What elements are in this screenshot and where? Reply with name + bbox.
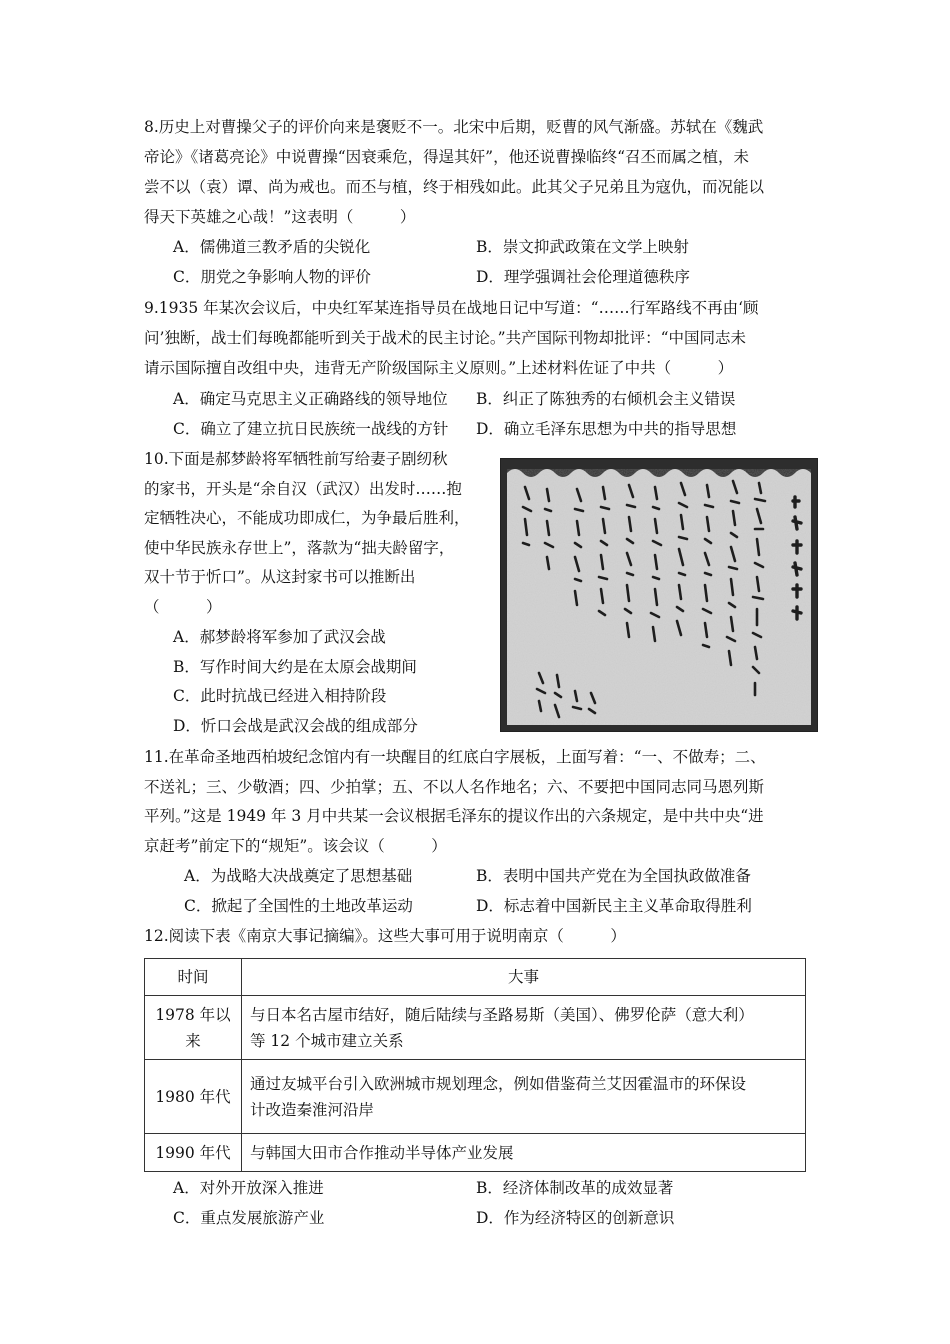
q8-option-d: D．理学强调社会伦理道德秩序 (476, 268, 690, 286)
q8-option-a: A．儒佛道三教矛盾的尖锐化 (173, 238, 371, 256)
q8-line-4: 得天下英雄之心哉！”这表明（ ） (144, 208, 416, 226)
event-line: 等 12 个城市建立关系 (250, 1031, 404, 1050)
table-row (145, 1060, 806, 1134)
table-cell-event (242, 996, 806, 1060)
q11-option-d: D．标志着中国新民主主义革命取得胜利 (476, 897, 752, 915)
q10-option-a: A．郝梦龄将军参加了武汉会战 (173, 628, 386, 646)
q10-line-3: 定牺牲决心，不能成功即成仁，为争最后胜利， (144, 509, 470, 527)
table-cell-event (242, 1060, 806, 1134)
q10-option-b: B．写作时间大约是在太原会战期间 (173, 658, 417, 676)
q9-option-c: C．确立了建立抗日民族统一战线的方针 (173, 420, 449, 438)
q8-line-2: 帝论》《诸葛亮论》中说曹操“因衰乘危，得逞其奸”，他还说曹操临终“召丕而属之植，未 (144, 148, 750, 166)
q9-line-1: 9.1935 年某次会议后，中央红军某连指导员在战地日记中写道：“……行军路线不再由‘顾 (144, 299, 759, 317)
letter-photo-image (501, 459, 817, 731)
table-header-time: 时间 (145, 959, 242, 996)
table-cell-time: 1990 年代 (145, 1134, 242, 1172)
q9-option-b: B．纠正了陈独秀的右倾机会主义错误 (476, 390, 736, 408)
q8-option-c: C．朋党之争影响人物的评价 (173, 268, 371, 286)
q11-line-4: 京赶考”前定下的“规矩”。该会议（ ） (144, 837, 447, 855)
q11-line-3: 平列。”这是 1949 年 3 月中共某一会议根据毛泽东的提议作出的六条规定，是中共中央“进 (144, 807, 764, 825)
table-cell-time: 1980 年代 (145, 1060, 242, 1134)
q9-option-d: D．确立毛泽东思想为中共的指导思想 (476, 420, 737, 438)
q8-line-1: 8.历史上对曹操父子的评价向来是褒贬不一。北宋中后期，贬曹的风气渐盛。苏轼在《魏武 (144, 118, 764, 136)
q10-line-5: 双十节于忻口”。从这封家书可以推断出 (144, 568, 416, 586)
table-row (145, 1134, 806, 1172)
q10-line-6: （ ） (144, 598, 222, 616)
q12-stem: 12.阅读下表《南京大事记摘编》。这些大事可用于说明南京（ ） (144, 927, 626, 945)
q9-option-a: A．确定马克思主义正确路线的领导地位 (173, 390, 448, 408)
q11-line-1: 11.在革命圣地西柏坡纪念馆内有一块醒目的红底白字展板，上面写着：“一、不做寿；二、 (144, 748, 766, 766)
q12-option-a: A．对外开放深入推进 (173, 1179, 324, 1197)
q11-option-b: B．表明中国共产党在为全国执政做准备 (476, 867, 751, 885)
q11-option-c: C．掀起了全国性的土地改革运动 (184, 897, 413, 915)
q8-option-b: B．崇文抑武政策在文学上映射 (476, 238, 689, 256)
q10-line-4: 使中华民族永存世上”，落款为“拙夫龄留字， (144, 539, 455, 557)
q10-line-2: 的家书，开头是“余自汉（武汉）出发时……抱 (144, 480, 462, 498)
q10-option-d: D．忻口会战是武汉会战的组成部分 (173, 717, 418, 735)
q10-option-c: C．此时抗战已经进入相持阶段 (173, 687, 387, 705)
letter-photo (500, 458, 818, 732)
q9-line-2: 问’独断，战士们每晚都能听到关于战术的民主讨论。”共产国际刊物却批评：“中国同志未 (144, 329, 747, 347)
table-cell-event (242, 1134, 806, 1172)
event-line: 与日本名古屋市结好，随后陆续与圣路易斯（美国）、佛罗伦萨（意大利） (250, 1005, 754, 1024)
event-line: 通过友城平台引入欧洲城市规划理念，例如借鉴荷兰艾因霍温市的环保设 (250, 1074, 747, 1093)
q12-option-c: C．重点发展旅游产业 (173, 1209, 325, 1227)
table-header-row (145, 959, 806, 996)
table-row (145, 996, 806, 1060)
event-line: 与韩国大田市合作推动半导体产业发展 (250, 1143, 514, 1162)
event-line: 计改造秦淮河沿岸 (250, 1100, 375, 1119)
q11-option-a: A．为战略大决战奠定了思想基础 (184, 867, 413, 885)
q9-line-3: 请示国际擅自改组中央，违背无产阶级国际主义原则。”上述材料佐证了中共（ ） (144, 359, 734, 377)
q12-option-b: B．经济体制改革的成效显著 (476, 1179, 674, 1197)
q10-line-1: 10.下面是郝梦龄将军牺牲前写给妻子剧纫秋 (144, 450, 448, 468)
table-header-event: 大事 (242, 959, 806, 996)
q8-line-3: 尝不以（袁）谭、尚为戒也。而丕与植，终于相残如此。此其父子兄弟且为寇仇，而况能以 (144, 178, 765, 196)
table-cell-time: 1978 年以来 (145, 996, 242, 1060)
q12-option-d: D．作为经济特区的创新意识 (476, 1209, 675, 1227)
events-table (144, 958, 806, 1172)
q11-line-2: 不送礼；三、少敬酒；四、少拍掌；五、不以人名作地名；六、不要把中国同志同马恩列斯 (144, 778, 765, 796)
